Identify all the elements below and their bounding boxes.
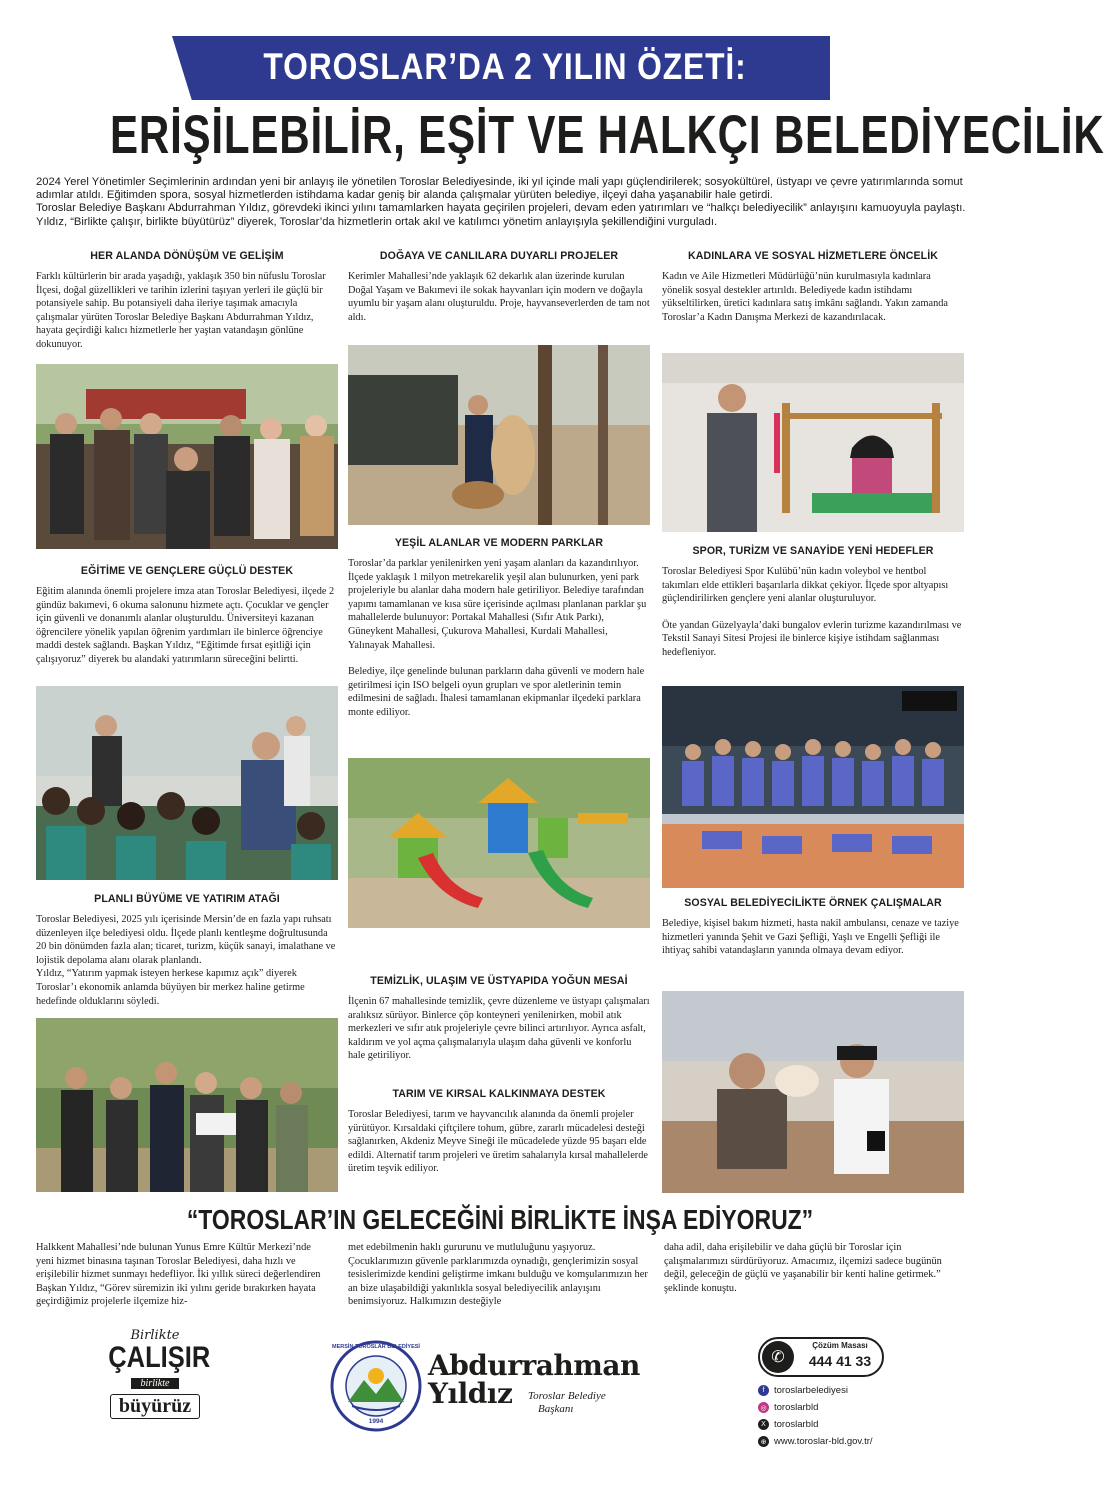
headline: ERİŞİLEBİLİR, EŞİT VE HALKÇI BELEDİYECİLİK xyxy=(110,105,1105,165)
section-agriculture xyxy=(348,1088,650,1176)
hotline-label: Çözüm Masası xyxy=(812,1341,868,1350)
section-title: EĞİTİME VE GENÇLERE GÜÇLÜ DESTEK xyxy=(80,565,294,577)
instagram-link[interactable]: ◎ toroslarbld xyxy=(758,1399,958,1416)
intro-paragraph-2: Toroslar Belediye Başkanı Abdurrahman Yıldız, görevdeki ikinci yılını tamamlarken hayata geçirilen projeleri, devam eden yatırımları ve “halkçı belediyecilik” anlayışını kamuoyuyla paylaştı. Yıldız, “Birlikte çalışır, birlikte büyütürüz” diyerek, Toroslar’da hizmetlerin ortak akıl ve katılımcı yönetim anlayışıyla şekillendiğini vurguladı. xyxy=(36,202,966,228)
photo-elderly-care xyxy=(662,991,964,1193)
quote-column-3 xyxy=(664,1241,964,1295)
section-parks xyxy=(348,537,650,720)
slogan-bottom: büyürüz xyxy=(110,1394,200,1419)
section-cleaning xyxy=(348,975,650,1063)
photo-weaving-workshop xyxy=(662,353,964,532)
slogan-top: Birlikte xyxy=(130,1328,180,1343)
section-body: İlçenin 67 mahallesinde temizlik, çevre düzenleme ve üstyapı çalışmaları aralıksız sürüyor. Binlerce çöp konteyneri yenilenirken, mobil atık merkezleri ve sıfır atık projeleriyle çevre bilinci artırılıyor. Ayrıca asfalt, kaldırım ve yol açma çalışmalarıyla ulaşım daha güvenli ve konforlu hale getiriliyor. xyxy=(348,996,650,1062)
section-title: SOSYAL BELEDİYECİLİKTE ÖRNEK ÇALIŞMALAR xyxy=(684,897,942,909)
section-sports xyxy=(662,545,964,660)
intro-paragraph-1: 2024 Yerel Yönetimler Seçimlerinin ardından yeni bir anlayış ile yönetilen Toroslar Belediyesinde, iki yıl içinde mali yapı güçlendirilerek; sosyokültürel, üstyapı ve çevre yatırımlarında somut adımlar atıldı. Eğitimden spora, sosyal hizmetlerden istihdama kadar geniş bir alanda çalışmalar yürüten belediye, ilçeyi daha yaşanabilir hale getirdi. xyxy=(36,176,963,202)
x-link[interactable]: X toroslarbld xyxy=(758,1416,958,1433)
section-education xyxy=(36,565,338,667)
website-link[interactable]: ⊕ www.toroslar-bld.gov.tr/ xyxy=(758,1433,958,1450)
section-body: Kadın ve Aile Hizmetleri Müdürlüğü’nün kurulmasıyla kadınlara yönelik sosyal destekler artırıldı. Belediyede kadın istihdamı yükseltilirken, üretici kadınlara satış imkânı sağlandı. Yakın zamanda Toroslar’a Kadın Danışma Merkezi de kazandırılacak. xyxy=(662,271,948,323)
phone-icon: ✆ xyxy=(762,1341,794,1373)
facebook-link[interactable]: f toroslarbelediyesi xyxy=(758,1382,958,1399)
mayor-last-name: Yıldız xyxy=(428,1377,513,1410)
quote-text-2: met edebilmenin haklı gururunu ve mutluluğunu yaşıyoruz. Çocuklarımızın güvenle parklarımızda oynadığı, gençlerimizin sosyal tesislerimizde kendini geliştirme imkanı bulduğu ve komşularımızın her an bize ulaşabildiği yakınlıkla sosyal belediyecilik anlayışını benimsiyoruz. Halkımızın desteğiyle xyxy=(348,1242,648,1308)
seal-year: 1994 xyxy=(368,1418,384,1425)
slogan-main: ÇALIŞIR xyxy=(108,1341,211,1374)
section-title: SPOR, TURİZM VE SANAYİDE YENİ HEDEFLER xyxy=(692,545,934,557)
section-title: YEŞİL ALANLAR VE MODERN PARKLAR xyxy=(394,537,604,549)
hotline-box[interactable] xyxy=(758,1337,884,1377)
section-title: PLANLI BÜYÜME VE YATIRIM ATAĞI xyxy=(94,893,280,905)
section-transformation xyxy=(36,250,338,352)
intro xyxy=(36,176,966,229)
section-body: Kerimler Mahallesi’nde yaklaşık 62 dekarlık alan üzerinde kurulan Doğal Yaşam ve Bakımevi ile sokak hayvanları için modern ve doğayla uyumlu bir yaşam alanı oluşturuldu. Proje, hayvanseverlerden de tam not aldı. xyxy=(348,271,650,323)
banner-title: TOROSLAR’DA 2 YILIN ÖZETİ: xyxy=(263,46,747,87)
section-women xyxy=(662,250,964,324)
photo-site-inspection xyxy=(36,1018,338,1192)
hotline-number: 444 41 33 xyxy=(808,1353,872,1369)
section-body: Toroslar Belediyesi, tarım ve hayvancılık alanında da önemli projeler yürütüyor. Kırsaldaki çiftçilere tohum, gübre, zararlı mücadelesi desteği sağlanırken, Akdeniz Meyve Sineği ile mücadelede yüzde 95 başarı elde edildi. Alternatif tarım projeleri ve üretim sahalarıyla kırsal mahallelerde üretim teşvik ediliyor. xyxy=(348,1109,648,1175)
photo-playground xyxy=(348,758,650,928)
quote-column-2 xyxy=(348,1241,648,1309)
section-body: Farklı kültürlerin bir arada yaşadığı, yaklaşık 350 bin nüfuslu Toroslar İlçesi, doğal güzellikleri ve tarihin izlerini taşıyan yerleri ile güçlü bir potansiyele sahip. Bu potansiyeli daha ileriye taşımak amacıyla çalışmalar yürüten Toroslar Belediye Başkanı Abdurrahman Yıldız, hayata geçirdiği kalıcı hizmetlerle her yaştan vatandaşın gönlüne dokunuyor. xyxy=(36,271,326,350)
section-body: Toroslar Belediyesi, 2025 yılı içerisinde Mersin’de en fazla yapı ruhsatı düzenleyen ilçe belediyesi oldu. İlçede planlı kentleşme doğrultusunda 20 bin dönümden fazla alan; ticaret, turizm, küçük sanayi, imalathane ve lojistik depolama alanı olarak planlandı. xyxy=(36,914,336,966)
mayor-signature xyxy=(428,1349,648,1432)
section-body: Belediye, kişisel bakım hizmeti, hasta nakil ambulansı, cenaze ve taziye hizmetleri yanında Şehit ve Gazi Şefliği, Yaşlı ve Engelli Şefliği ile ihtiyaç sahibi vatandaşların yanında olmaya devam ediyor. xyxy=(662,918,959,957)
quote-column-1 xyxy=(36,1241,330,1309)
instagram-icon: ◎ xyxy=(758,1402,769,1413)
photo-volleyball-team xyxy=(662,686,964,888)
x-icon: X xyxy=(758,1419,769,1430)
globe-icon: ⊕ xyxy=(758,1436,769,1447)
section-body: Eğitim alanında önemli projelere imza atan Toroslar Belediyesi, ilçede 2 gündüz bakımevi, 6 okuma salonunu hizmete açtı. Çocuklar ve gençler için güvenli ve donanımlı alanlar oluşturuldu. Üniversiteyi kazanan öğrencilere yönelik yapılan öğrenim yardımları ile binlerce öğrenciye maddi destek sağlandı. Başkan Yıldız, “Eğitimde fırsat eşitliği için çalışıyoruz” diyerek bu alandaki yatırımların süreceğini belirtti. xyxy=(36,586,335,665)
section-title: DOĞAYA VE CANLILARA DUYARLI PROJELER xyxy=(379,250,619,262)
photo-mayor-with-children xyxy=(36,686,338,880)
quote-text-3: daha adil, daha erişilebilir ve daha güçlü bir Toroslar için çalışmalarımızı sürdürüyoruz. Amacımız, ilçemizi sadece bugünün değil, geleceğin de güçlü ve yaşanabilir bir kenti haline getirmek.” şeklinde konuştu. xyxy=(664,1242,942,1294)
section-body: Toroslar’da parklar yenilenirken yeni yaşam alanları da kazandırılıyor. İlçede yaklaşık 1 milyon metrekarelik yeşil alan bulunurken, yeni park projeleriyle bu alanlar daha modern hale getiriliyor. Belediye tarafından yapımı tamamlanan ve kısa süre içerisinde açılması planlanan parklar şu mahallelerde bulunuyor: Portakal Mahallesi (Sıfır Atık Parkı), Güneykent Mahallesi, Çukurova Mahallesi, Kurdali Mahallesi, Yalınayak Mahallesi. xyxy=(348,558,647,651)
quote-headline: “TOROSLAR’IN GELECEĞİNİ BİRLİKTE İNŞA EDİYORUZ” xyxy=(186,1204,814,1235)
facebook-icon: f xyxy=(758,1385,769,1396)
section-title: TARIM VE KIRSAL KALKINMAYA DESTEK xyxy=(392,1088,606,1100)
quote-text-1: Halkkent Mahallesi’nde bulunan Yunus Emre Kültür Merkezi’nde yeni hizmet binasına taşınan Toroslar Belediyesi, daha hızlı ve erişilebilir hizmet sunmayı hedefliyor. İki yıllık süreci değerlendiren Başkan Yıldız, “Görev süremizin iki yılını geride bırakırken hayata geçirdiğimiz projelerle ilçemize hiz- xyxy=(36,1242,321,1308)
social-links xyxy=(758,1382,958,1450)
seal-text: MERSİN TOROSLAR BELEDİYESİ xyxy=(332,1344,420,1350)
municipality-seal xyxy=(330,1340,422,1432)
slogan-logo xyxy=(100,1328,210,1438)
slogan-mid: birlikte xyxy=(131,1378,180,1389)
mayor-first-name: Abdurrahman xyxy=(428,1349,640,1382)
section-title: TEMİZLİK, ULAŞIM VE ÜSTYAPIDA YOĞUN MESAİ xyxy=(370,975,628,987)
section-body: Toroslar Belediyesi Spor Kulübü’nün kadın voleybol ve hentbol takımları elde ettikleri başarılarla dikkat çekiyor. İlçede spor altyapısı güçlendirilirken gençlere yeni alanlar oluşturuluyor. xyxy=(662,566,949,605)
section-planned-growth xyxy=(36,893,338,1008)
mayor-title-2: Başkanı xyxy=(538,1403,574,1415)
photo-mayor-with-residents xyxy=(36,364,338,549)
section-title: KADINLARA VE SOSYAL HİZMETLERE ÖNCELİK xyxy=(687,250,939,262)
section-body-2: Belediye, ilçe genelinde bulunan parkların daha güvenli ve modern hale getirilmesi için ISO belgeli oyun grupları ve spor aletlerinin temin edilmesini de sağladı. İhalesi tamamlanan ekipmanlar ilçedeki parklara monte ediliyor. xyxy=(348,666,645,718)
section-social xyxy=(662,897,964,958)
section-nature xyxy=(348,250,650,324)
photo-animal-shelter xyxy=(348,345,650,525)
section-title: HER ALANDA DÖNÜŞÜM VE GELİŞİM xyxy=(90,250,284,262)
section-body-2: Öte yandan Güzelyayla’daki bungalov evlerin turizme kazandırılması ve Tekstil Sanayi Sitesi Projesi ile binlerce kişiye istihdam sağlanması hedefleniyor. xyxy=(662,619,962,658)
mayor-title-1: Toroslar Belediye xyxy=(528,1390,606,1402)
section-body-2: Yıldız, “Yatırım yapmak isteyen herkese kapımız açık” diyerek Toroslar’ı ekonomik anlamda büyüyen bir merkez haline getirme hedefinde olduklarını söyledi. xyxy=(36,968,305,1007)
